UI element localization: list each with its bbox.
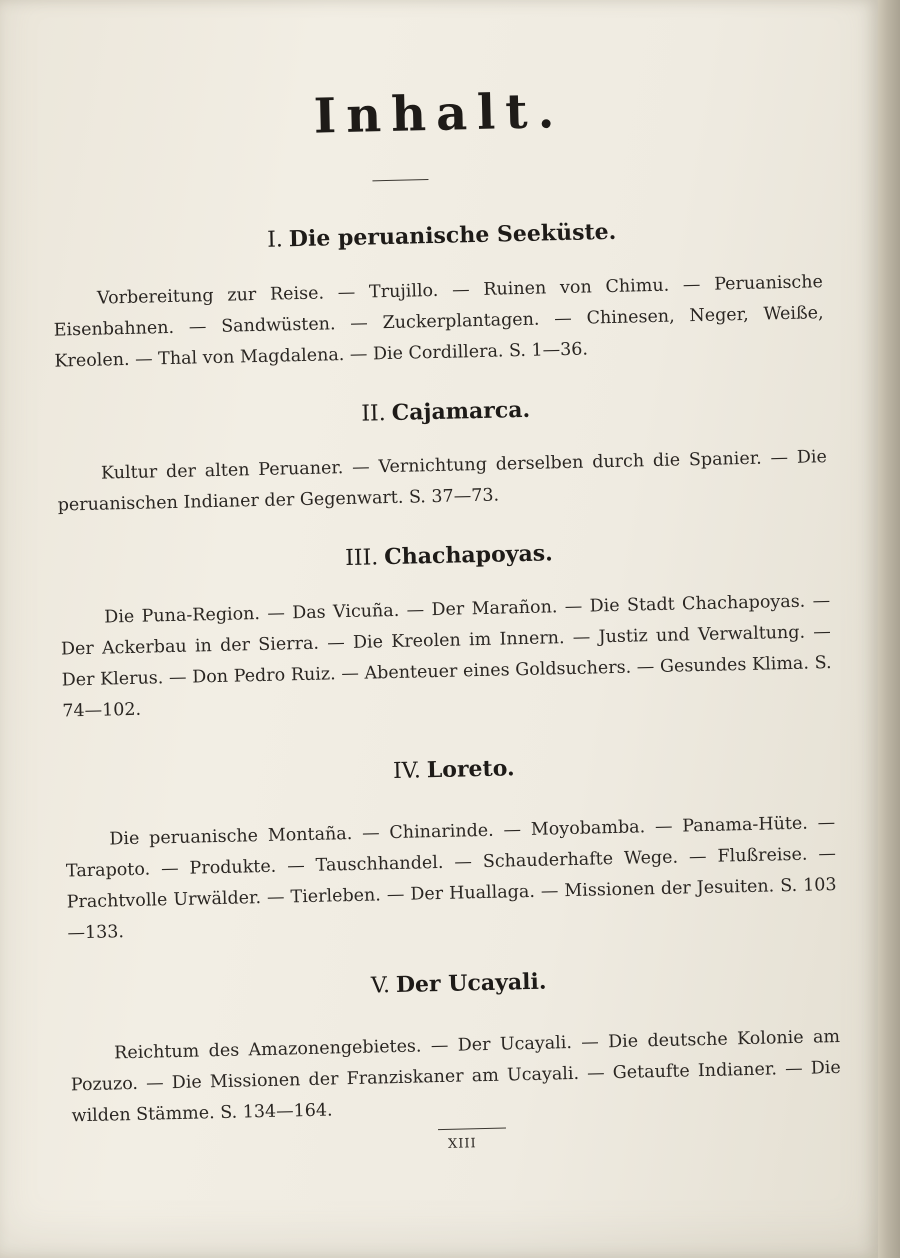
- section-numeral: I.: [266, 227, 284, 253]
- section-summary-2: Kultur der alten Peruaner. — Vernichtung derselben durch die Spanier. — Die peruanischen Indianer der Gegenwart. S. 37—73.: [57, 447, 828, 516]
- section-summary-3: Die Puna-Region. — Das Vicuña. — Der Marañon. — Die Stadt Chachapoyas. — Der Ackerbau in der Sierra. — Die Kreolen im Innern. — Justiz und Verwaltung. — Der Klerus. — Don Pedro Ruiz. — Abenteuer eines Goldsuchers. — Gesundes Klima. S. 74—102.: [60, 591, 832, 722]
- page-edge: [878, 0, 900, 1258]
- section-numeral: V.: [370, 973, 391, 999]
- section-title: Der Ucayali.: [395, 968, 547, 999]
- page-number: XIII: [447, 1136, 477, 1152]
- section-title: Loreto.: [426, 755, 515, 784]
- section-title: Chachapoyas.: [383, 540, 554, 571]
- section-title: Cajamarca.: [391, 396, 531, 426]
- section-summary-5: Reichtum des Amazonengebietes. — Der Ucayali. — Die deutsche Kolonie am Pozuzo. — Die Missionen der Franziskaner am Ucayali. — Getaufte Indianer. — Die wilden Stämme. S. 134—164.: [70, 1026, 841, 1127]
- section-title: Die peruanische Seeküste.: [288, 218, 617, 253]
- section-numeral: III.: [344, 545, 379, 572]
- section-summary-1: Vorbereitung zur Reise. — Trujillo. — Ruinen von Chimu. — Peruanische Eisenbahnen. — Sandwüsten. — Zuckerplantagen. — Chinesen, Neger, Weiße, Kreolen. — Thal von Magdalena. — Die Cordillera. S. 1—36.: [53, 272, 824, 372]
- section-summary-4: Die peruanische Montaña. — Chinarinde. — Moyobamba. — Panama-Hüte. — Tarapoto. — Produkte. — Tauschhandel. — Schauderhafte Wege. — Flußreise. — Prachtvolle Urwälder. — Tierleben. — Der Huallaga. — Missionen der Jesuiten. S. 103—133.: [65, 813, 837, 944]
- section-numeral: II.: [361, 401, 386, 427]
- page-title: Inhalt.: [313, 82, 565, 145]
- section-numeral: IV.: [392, 758, 422, 785]
